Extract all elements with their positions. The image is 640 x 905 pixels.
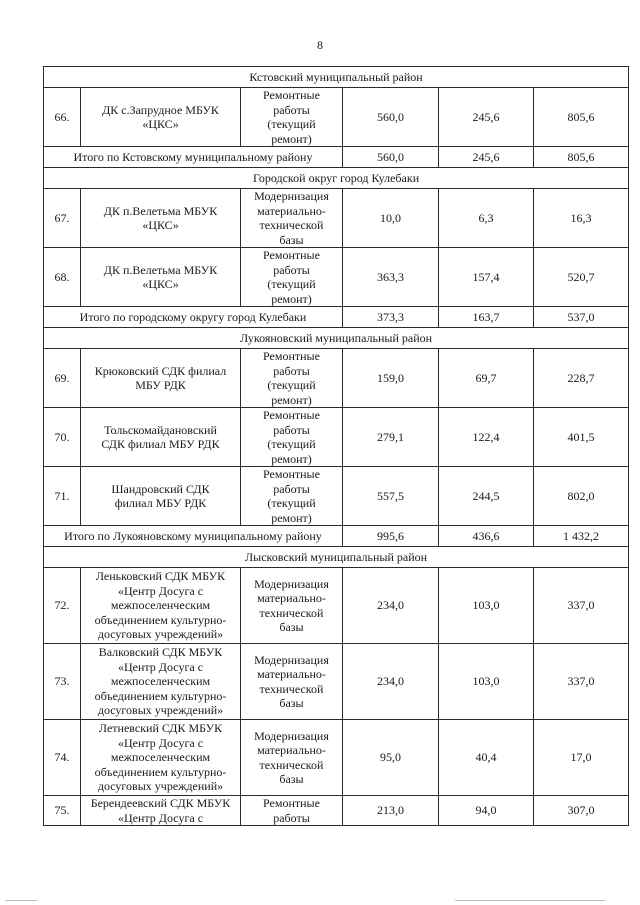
text-line: досуговых учреждений» xyxy=(97,627,224,642)
value-regional: 234,0 xyxy=(343,568,439,644)
row-number: 74. xyxy=(44,720,81,796)
value-regional: 560,0 xyxy=(343,88,439,147)
text-line: технической xyxy=(259,757,324,772)
text-line: (текущий xyxy=(267,277,316,291)
value-federal: 6,3 xyxy=(439,189,534,248)
table-row xyxy=(44,796,629,826)
section-header-row xyxy=(44,67,629,88)
section-title: Лукояновский муниципальный район xyxy=(44,328,629,349)
work-type xyxy=(241,644,343,720)
value-federal: 157,4 xyxy=(439,248,534,307)
total-row xyxy=(44,307,629,328)
scan-artifact-left xyxy=(5,900,37,901)
value-regional: 557,5 xyxy=(343,467,439,526)
text-line: работы xyxy=(273,422,310,437)
text-line: ремонт) xyxy=(271,131,312,146)
institution-name xyxy=(81,349,241,408)
section-title: Кстовский муниципальный район xyxy=(44,67,629,88)
institution-name xyxy=(81,88,241,147)
value-regional: 279,1 xyxy=(343,408,439,467)
row-number: 75. xyxy=(44,796,81,826)
total-value-sum: 805,6 xyxy=(534,147,629,168)
total-row xyxy=(44,147,629,168)
value-regional: 159,0 xyxy=(343,349,439,408)
text-line: ДК п.Велетьма МБУК xyxy=(103,262,218,277)
text-line: Модернизация xyxy=(254,652,329,667)
institution-name xyxy=(81,720,241,796)
text-line: «Центр Досуга с xyxy=(117,659,204,674)
work-type xyxy=(241,467,343,526)
total-value-federal: 436,6 xyxy=(439,526,534,547)
text-line: Берендеевский СДК МБУК xyxy=(90,796,231,810)
value-regional: 234,0 xyxy=(343,644,439,720)
institution-name xyxy=(81,248,241,307)
table-row xyxy=(44,88,629,147)
value-federal: 245,6 xyxy=(439,88,534,147)
text-line: (текущий xyxy=(267,378,316,392)
text-line: работы xyxy=(273,481,310,496)
text-line: Шандровский СДК xyxy=(111,481,210,496)
text-line: работы xyxy=(273,363,310,378)
text-line: ДК с.Запрудное МБУК xyxy=(102,102,219,117)
table-row xyxy=(44,467,629,526)
text-line: Модернизация xyxy=(254,728,329,743)
total-label: Итого по Лукояновскому муниципальному району xyxy=(44,526,343,547)
text-line: СДК филиал МБУ РДК xyxy=(101,437,220,451)
row-number: 67. xyxy=(44,189,81,248)
text-line: базы xyxy=(279,696,304,710)
text-line: межпоселенческим xyxy=(110,750,211,765)
table-row xyxy=(44,248,629,307)
total-value-sum: 537,0 xyxy=(534,307,629,328)
value-federal: 103,0 xyxy=(439,644,534,720)
work-type xyxy=(241,796,343,826)
text-line: межпоселенческим xyxy=(110,674,211,689)
text-line: «ЦКС» xyxy=(142,218,179,232)
total-value-regional: 373,3 xyxy=(343,307,439,328)
value-total: 337,0 xyxy=(534,568,629,644)
text-line: ремонт) xyxy=(271,392,312,407)
text-line: межпоселенческим xyxy=(110,598,211,613)
section-header-row xyxy=(44,168,629,189)
text-line: «Центр Досуга с xyxy=(117,810,204,825)
text-line: Модернизация xyxy=(254,189,329,203)
text-line: Ремонтные xyxy=(263,796,320,810)
institution-name xyxy=(81,408,241,467)
row-number: 73. xyxy=(44,644,81,720)
text-line: технической xyxy=(259,218,324,232)
text-line: материально- xyxy=(257,591,326,605)
value-total: 307,0 xyxy=(534,796,629,826)
text-line: «Центр Досуга с xyxy=(117,583,204,598)
text-line: Ремонтные xyxy=(263,349,320,363)
text-line: Валковский СДК МБУК xyxy=(98,645,223,660)
text-line: ремонт) xyxy=(271,451,312,466)
value-total: 16,3 xyxy=(534,189,629,248)
institution-name xyxy=(81,644,241,720)
total-value-regional: 995,6 xyxy=(343,526,439,547)
text-line: материально- xyxy=(257,743,326,757)
text-line: Ремонтные xyxy=(263,88,320,102)
institution-name xyxy=(81,467,241,526)
text-line: досуговых учреждений» xyxy=(97,703,224,718)
value-federal: 244,5 xyxy=(439,467,534,526)
text-line: технической xyxy=(259,605,324,620)
value-total: 805,6 xyxy=(534,88,629,147)
total-value-regional: 560,0 xyxy=(343,147,439,168)
institution-name xyxy=(81,796,241,826)
text-line: Ремонтные xyxy=(263,467,320,481)
value-regional: 363,3 xyxy=(343,248,439,307)
text-line: «Центр Досуга с xyxy=(117,735,204,750)
total-row xyxy=(44,526,629,547)
value-total: 17,0 xyxy=(534,720,629,796)
value-federal: 94,0 xyxy=(439,796,534,826)
total-label: Итого по городскому округу город Кулебаки xyxy=(44,307,343,328)
value-total: 401,5 xyxy=(534,408,629,467)
text-line: объединением культурно- xyxy=(94,764,227,779)
text-line: Ремонтные xyxy=(263,248,320,262)
institution-name xyxy=(81,189,241,248)
work-type xyxy=(241,720,343,796)
text-line: Ремонтные xyxy=(263,408,320,422)
row-number: 72. xyxy=(44,568,81,644)
value-regional: 10,0 xyxy=(343,189,439,248)
text-line: досуговых учреждений» xyxy=(97,779,224,794)
text-line: филиал МБУ РДК xyxy=(114,496,207,510)
table-row xyxy=(44,568,629,644)
total-value-sum: 1 432,2 xyxy=(534,526,629,547)
page-number: 8 xyxy=(317,38,323,52)
text-line: МБУ РДК xyxy=(135,378,186,392)
value-federal: 103,0 xyxy=(439,568,534,644)
scan-artifact-right xyxy=(455,900,605,901)
text-line: Модернизация xyxy=(254,576,329,591)
total-label: Итого по Кстовскому муниципальному району xyxy=(44,147,343,168)
value-federal: 122,4 xyxy=(439,408,534,467)
value-regional: 95,0 xyxy=(343,720,439,796)
table-row xyxy=(44,720,629,796)
text-line: (текущий xyxy=(267,117,316,131)
text-line: базы xyxy=(279,620,304,634)
text-line: базы xyxy=(279,232,304,247)
table-row xyxy=(44,644,629,720)
row-number: 68. xyxy=(44,248,81,307)
work-type xyxy=(241,88,343,147)
section-title: Городской округ город Кулебаки xyxy=(44,168,629,189)
table-row xyxy=(44,189,629,248)
value-total: 228,7 xyxy=(534,349,629,408)
work-type xyxy=(241,248,343,307)
text-line: ДК п.Велетьма МБУК xyxy=(103,203,218,218)
work-type xyxy=(241,408,343,467)
text-line: объединением культурно- xyxy=(94,688,227,703)
value-federal: 69,7 xyxy=(439,349,534,408)
text-line: ремонт) xyxy=(271,510,312,525)
text-line: работы xyxy=(273,810,310,825)
text-line: работы xyxy=(273,262,310,277)
text-line: Летневский СДК МБУК xyxy=(98,721,223,736)
text-line: технической xyxy=(259,681,324,696)
work-type xyxy=(241,349,343,408)
funding-table xyxy=(43,66,629,826)
text-line: (текущий xyxy=(267,496,316,510)
text-line: работы xyxy=(273,102,310,117)
text-line: базы xyxy=(279,772,304,786)
section-header-row xyxy=(44,547,629,568)
institution-name xyxy=(81,568,241,644)
value-total: 337,0 xyxy=(534,644,629,720)
value-regional: 213,0 xyxy=(343,796,439,826)
text-line: Тольскомайдановский xyxy=(104,422,217,437)
text-line: материально- xyxy=(257,667,326,681)
text-line: «ЦКС» xyxy=(142,277,179,291)
text-line: «ЦКС» xyxy=(142,117,179,131)
text-line: ремонт) xyxy=(271,291,312,306)
work-type xyxy=(241,568,343,644)
value-federal: 40,4 xyxy=(439,720,534,796)
section-title: Лысковский муниципальный район xyxy=(44,547,629,568)
row-number: 70. xyxy=(44,408,81,467)
text-line: материально- xyxy=(257,203,326,218)
row-number: 69. xyxy=(44,349,81,408)
table-row xyxy=(44,349,629,408)
value-total: 802,0 xyxy=(534,467,629,526)
total-value-federal: 245,6 xyxy=(439,147,534,168)
table-row xyxy=(44,408,629,467)
value-total: 520,7 xyxy=(534,248,629,307)
row-number: 66. xyxy=(44,88,81,147)
text-line: Леньковский СДК МБУК xyxy=(95,569,226,584)
text-line: объединением культурно- xyxy=(94,612,227,627)
row-number: 71. xyxy=(44,467,81,526)
text-line: (текущий xyxy=(267,437,316,451)
text-line: Крюковский СДК филиал xyxy=(94,363,227,378)
work-type xyxy=(241,189,343,248)
section-header-row xyxy=(44,328,629,349)
total-value-federal: 163,7 xyxy=(439,307,534,328)
